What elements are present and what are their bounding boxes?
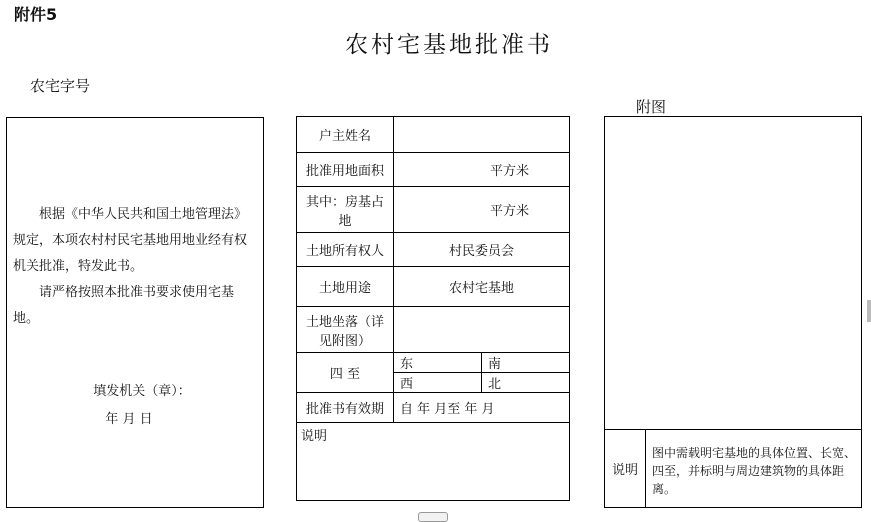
land-location-value[interactable]: [394, 307, 570, 353]
boundary-south[interactable]: 南: [482, 353, 570, 373]
statement-paragraph-2: 请严格按照本批准书要求使用宅基地。: [13, 285, 235, 326]
approval-statement-panel: [6, 117, 264, 508]
boundary-east[interactable]: 东: [394, 353, 482, 373]
site-plan-note-label: 说明: [605, 429, 646, 507]
figure-label: 附图: [636, 98, 667, 116]
house-footprint-unit[interactable]: 平方米: [394, 187, 570, 233]
owner-name-label: 户主姓名: [297, 117, 394, 153]
statement-paragraph-1: 根据《中华人民共和国土地管理法》规定，本项农村村民宅基地用地业经有权机关批准，特发此书。: [13, 207, 248, 274]
scrollbar-edge[interactable]: [867, 300, 871, 322]
land-use-value[interactable]: 农村宅基地: [394, 267, 570, 307]
boundary-west[interactable]: 西: [394, 373, 482, 393]
land-location-label: 土地坐落（详见附图）: [297, 307, 394, 353]
owner-name-value[interactable]: [394, 117, 570, 153]
approved-area-label: 批准用地面积: [297, 153, 394, 187]
land-use-label: 土地用途: [297, 267, 394, 307]
house-footprint-label: 其中：房基占地: [297, 187, 394, 233]
approval-details-table: [296, 116, 570, 501]
land-owner-label: 土地所有权人: [297, 233, 394, 267]
scroll-handle[interactable]: [418, 512, 448, 522]
reference-number: 农宅字号: [30, 77, 91, 95]
table-note[interactable]: 说明: [297, 423, 570, 501]
boundaries-label: 四 至: [297, 353, 394, 393]
approved-area-unit[interactable]: 平方米: [394, 153, 570, 187]
validity-label: 批准书有效期: [297, 393, 394, 423]
attachment-label: 附件5: [14, 5, 58, 24]
validity-value[interactable]: 自 年 月至 年 月: [394, 393, 570, 423]
site-plan-note-text: 图中需载明宅基地的具体位置、长宽、四至，并标明与周边建筑物的具体距离。: [652, 446, 857, 496]
issuing-authority: 填发机关（章）：: [93, 384, 191, 399]
document-title: 农村宅基地批准书: [345, 32, 553, 58]
issue-date: 年 月 日: [105, 412, 153, 427]
site-plan-panel: [604, 116, 862, 508]
boundary-north[interactable]: 北: [482, 373, 570, 393]
land-owner-value[interactable]: 村民委员会: [394, 233, 570, 267]
